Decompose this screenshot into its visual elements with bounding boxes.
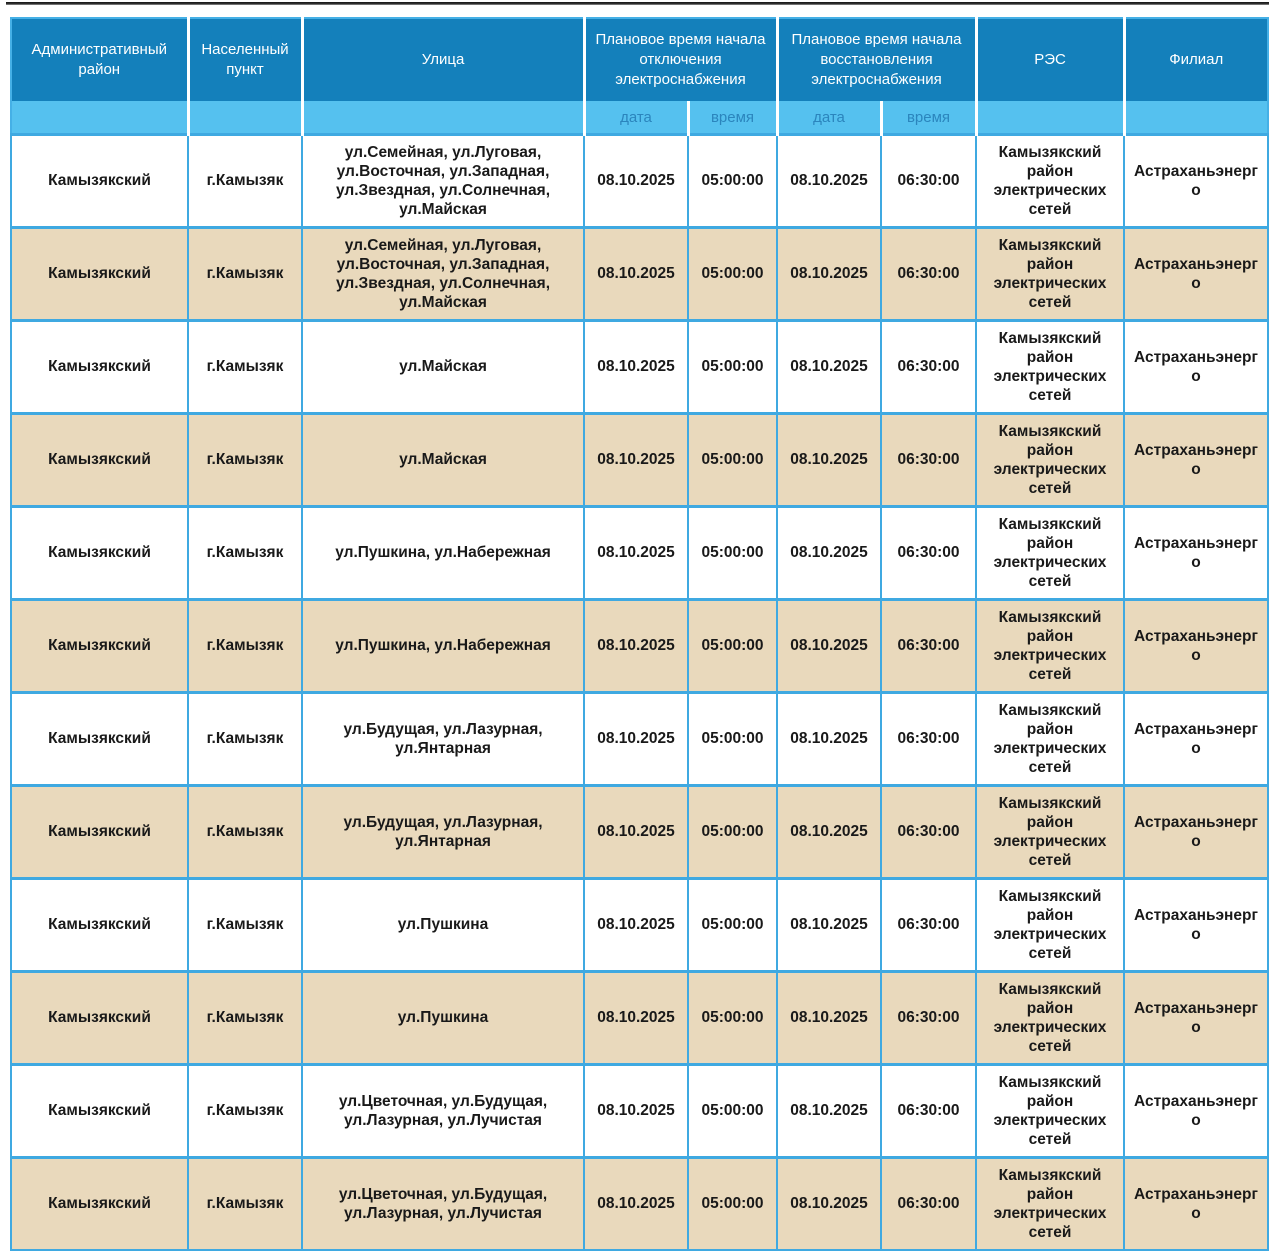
cell-branch: Астраханьэнерго	[1124, 228, 1268, 321]
subheader-restore-time: время	[881, 101, 976, 135]
table-header	[11, 18, 1268, 135]
top-divider-line	[6, 2, 1269, 5]
cell-restore-time: 06:30:00	[881, 879, 976, 972]
cell-restore-time: 06:30:00	[881, 228, 976, 321]
cell-outage-date: 08.10.2025	[584, 1158, 688, 1251]
cell-branch: Астраханьэнерго	[1124, 321, 1268, 414]
cell-outage-time: 05:00:00	[688, 1065, 777, 1158]
cell-street: ул.Будущая, ул.Лазурная, ул.Янтарная	[302, 786, 584, 879]
cell-res: Камызякский район электрических сетей	[976, 600, 1124, 693]
cell-settlement: г.Камызяк	[188, 228, 302, 321]
cell-outage-date: 08.10.2025	[584, 693, 688, 786]
subheader-outage-time: время	[688, 101, 777, 135]
cell-admin-district: Камызякский	[11, 600, 188, 693]
cell-outage-date: 08.10.2025	[584, 414, 688, 507]
cell-branch: Астраханьэнерго	[1124, 786, 1268, 879]
cell-settlement: г.Камызяк	[188, 1065, 302, 1158]
col-header-res: РЭС	[976, 18, 1124, 101]
cell-restore-date: 08.10.2025	[777, 786, 881, 879]
table-row	[11, 879, 1268, 972]
cell-restore-date: 08.10.2025	[777, 693, 881, 786]
cell-admin-district: Камызякский	[11, 879, 188, 972]
table-row	[11, 228, 1268, 321]
cell-outage-date: 08.10.2025	[584, 321, 688, 414]
cell-branch: Астраханьэнерго	[1124, 600, 1268, 693]
header-row-sub	[11, 101, 1268, 135]
cell-outage-time: 05:00:00	[688, 321, 777, 414]
cell-outage-time: 05:00:00	[688, 972, 777, 1065]
cell-admin-district: Камызякский	[11, 693, 188, 786]
cell-branch: Астраханьэнерго	[1124, 507, 1268, 600]
subheader-restore-date: дата	[777, 101, 881, 135]
col-header-outage-group: Плановое время начала отключения электроснабжения	[584, 18, 777, 101]
cell-restore-time: 06:30:00	[881, 972, 976, 1065]
table-body	[11, 135, 1268, 1251]
cell-admin-district: Камызякский	[11, 1158, 188, 1251]
col-header-settlement: Населенный пункт	[188, 18, 302, 101]
cell-outage-date: 08.10.2025	[584, 228, 688, 321]
cell-admin-district: Камызякский	[11, 972, 188, 1065]
cell-restore-time: 06:30:00	[881, 1158, 976, 1251]
cell-street: ул.Будущая, ул.Лазурная, ул.Янтарная	[302, 693, 584, 786]
table-row	[11, 1065, 1268, 1158]
cell-settlement: г.Камызяк	[188, 693, 302, 786]
cell-restore-time: 06:30:00	[881, 321, 976, 414]
cell-admin-district: Камызякский	[11, 414, 188, 507]
outage-schedule-table	[10, 17, 1269, 1251]
cell-outage-time: 05:00:00	[688, 507, 777, 600]
cell-res: Камызякский район электрических сетей	[976, 786, 1124, 879]
table-row	[11, 414, 1268, 507]
subheader-empty-branch	[1124, 101, 1268, 135]
cell-branch: Астраханьэнерго	[1124, 972, 1268, 1065]
cell-outage-time: 05:00:00	[688, 600, 777, 693]
cell-street: ул.Цветочная, ул.Будущая, ул.Лазурная, ул.Лучистая	[302, 1065, 584, 1158]
cell-outage-date: 08.10.2025	[584, 786, 688, 879]
cell-branch: Астраханьэнерго	[1124, 135, 1268, 228]
cell-branch: Астраханьэнерго	[1124, 414, 1268, 507]
cell-outage-date: 08.10.2025	[584, 879, 688, 972]
cell-settlement: г.Камызяк	[188, 321, 302, 414]
cell-restore-time: 06:30:00	[881, 507, 976, 600]
cell-res: Камызякский район электрических сетей	[976, 228, 1124, 321]
cell-admin-district: Камызякский	[11, 1065, 188, 1158]
table-row	[11, 972, 1268, 1065]
cell-street: ул.Семейная, ул.Луговая, ул.Восточная, ул.Западная, ул.Звездная, ул.Солнечная, ул.Майская	[302, 135, 584, 228]
cell-street: ул.Цветочная, ул.Будущая, ул.Лазурная, ул.Лучистая	[302, 1158, 584, 1251]
cell-outage-time: 05:00:00	[688, 693, 777, 786]
cell-restore-time: 06:30:00	[881, 693, 976, 786]
cell-restore-date: 08.10.2025	[777, 1158, 881, 1251]
cell-street: ул.Майская	[302, 321, 584, 414]
cell-res: Камызякский район электрических сетей	[976, 507, 1124, 600]
cell-restore-date: 08.10.2025	[777, 879, 881, 972]
cell-settlement: г.Камызяк	[188, 786, 302, 879]
table-row	[11, 693, 1268, 786]
cell-outage-time: 05:00:00	[688, 1158, 777, 1251]
subheader-empty-street	[302, 101, 584, 135]
cell-res: Камызякский район электрических сетей	[976, 414, 1124, 507]
cell-outage-time: 05:00:00	[688, 879, 777, 972]
outage-schedule	[10, 17, 1269, 1251]
col-header-street: Улица	[302, 18, 584, 101]
cell-admin-district: Камызякский	[11, 507, 188, 600]
cell-settlement: г.Камызяк	[188, 972, 302, 1065]
cell-restore-time: 06:30:00	[881, 1065, 976, 1158]
cell-res: Камызякский район электрических сетей	[976, 321, 1124, 414]
cell-restore-date: 08.10.2025	[777, 600, 881, 693]
subheader-empty-res	[976, 101, 1124, 135]
cell-branch: Астраханьэнерго	[1124, 693, 1268, 786]
cell-res: Камызякский район электрических сетей	[976, 135, 1124, 228]
cell-outage-time: 05:00:00	[688, 135, 777, 228]
cell-outage-time: 05:00:00	[688, 228, 777, 321]
cell-street: ул.Пушкина	[302, 972, 584, 1065]
cell-branch: Астраханьэнерго	[1124, 1158, 1268, 1251]
cell-res: Камызякский район электрических сетей	[976, 693, 1124, 786]
cell-restore-time: 06:30:00	[881, 135, 976, 228]
cell-res: Камызякский район электрических сетей	[976, 879, 1124, 972]
cell-admin-district: Камызякский	[11, 135, 188, 228]
table-row	[11, 507, 1268, 600]
cell-settlement: г.Камызяк	[188, 507, 302, 600]
col-header-restore-group: Плановое время начала восстановления электроснабжения	[777, 18, 976, 101]
cell-settlement: г.Камызяк	[188, 1158, 302, 1251]
cell-admin-district: Камызякский	[11, 786, 188, 879]
subheader-empty-admin	[11, 101, 188, 135]
cell-outage-time: 05:00:00	[688, 786, 777, 879]
table-row	[11, 600, 1268, 693]
col-header-admin-district: Административный район	[11, 18, 188, 101]
cell-branch: Астраханьэнерго	[1124, 879, 1268, 972]
header-row-main	[11, 18, 1268, 101]
cell-settlement: г.Камызяк	[188, 135, 302, 228]
cell-restore-time: 06:30:00	[881, 786, 976, 879]
cell-outage-time: 05:00:00	[688, 414, 777, 507]
cell-restore-date: 08.10.2025	[777, 507, 881, 600]
table-row	[11, 321, 1268, 414]
cell-outage-date: 08.10.2025	[584, 972, 688, 1065]
col-header-branch: Филиал	[1124, 18, 1268, 101]
cell-restore-date: 08.10.2025	[777, 228, 881, 321]
cell-outage-date: 08.10.2025	[584, 1065, 688, 1158]
cell-street: ул.Пушкина, ул.Набережная	[302, 600, 584, 693]
table-row	[11, 1158, 1268, 1251]
cell-admin-district: Камызякский	[11, 228, 188, 321]
subheader-empty-settlement	[188, 101, 302, 135]
cell-branch: Астраханьэнерго	[1124, 1065, 1268, 1158]
cell-settlement: г.Камызяк	[188, 879, 302, 972]
subheader-outage-date: дата	[584, 101, 688, 135]
cell-res: Камызякский район электрических сетей	[976, 972, 1124, 1065]
cell-restore-date: 08.10.2025	[777, 1065, 881, 1158]
cell-outage-date: 08.10.2025	[584, 600, 688, 693]
cell-settlement: г.Камызяк	[188, 600, 302, 693]
cell-street: ул.Пушкина	[302, 879, 584, 972]
table-row	[11, 786, 1268, 879]
cell-restore-date: 08.10.2025	[777, 135, 881, 228]
cell-street: ул.Пушкина, ул.Набережная	[302, 507, 584, 600]
cell-restore-date: 08.10.2025	[777, 321, 881, 414]
cell-settlement: г.Камызяк	[188, 414, 302, 507]
cell-restore-time: 06:30:00	[881, 414, 976, 507]
cell-outage-date: 08.10.2025	[584, 135, 688, 228]
cell-street: ул.Семейная, ул.Луговая, ул.Восточная, ул.Западная, ул.Звездная, ул.Солнечная, ул.Майская	[302, 228, 584, 321]
cell-res: Камызякский район электрических сетей	[976, 1065, 1124, 1158]
cell-restore-date: 08.10.2025	[777, 972, 881, 1065]
cell-street: ул.Майская	[302, 414, 584, 507]
cell-res: Камызякский район электрических сетей	[976, 1158, 1124, 1251]
cell-restore-time: 06:30:00	[881, 600, 976, 693]
table-row	[11, 135, 1268, 228]
cell-restore-date: 08.10.2025	[777, 414, 881, 507]
cell-admin-district: Камызякский	[11, 321, 188, 414]
cell-outage-date: 08.10.2025	[584, 507, 688, 600]
